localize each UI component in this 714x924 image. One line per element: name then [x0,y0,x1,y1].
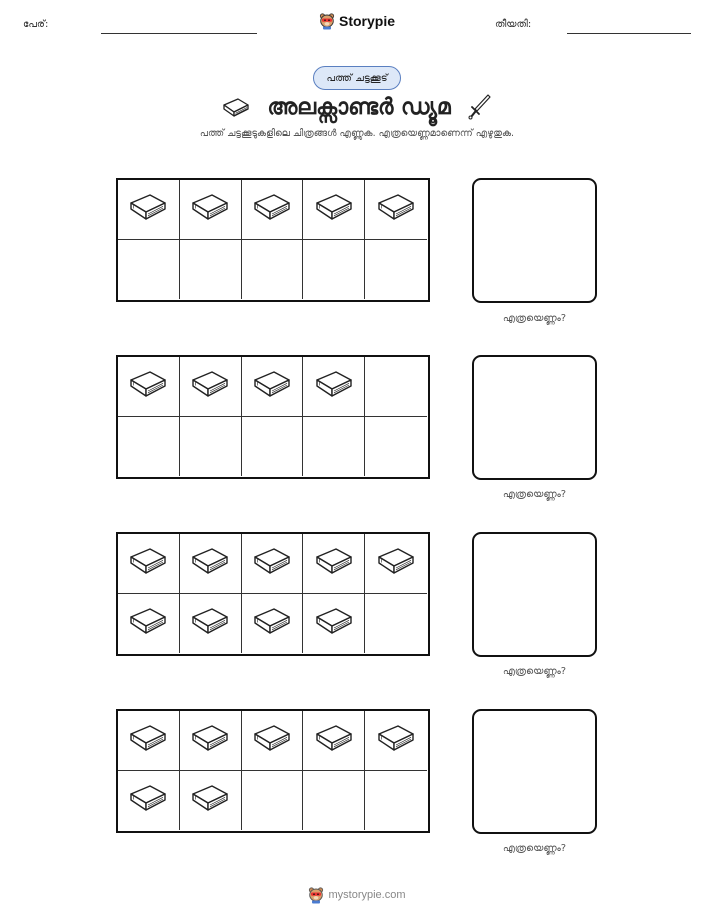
book-icon [252,368,292,404]
frame-cell [118,417,180,477]
frame-cell [242,711,304,771]
ten-frame [116,709,430,833]
book-icon [128,605,168,641]
answer-box[interactable] [472,355,597,480]
frame-cell [118,594,180,654]
frame-cell [303,594,365,654]
frame-cell [365,594,427,654]
book-icon [190,782,230,818]
ten-frame [116,355,430,479]
frame-cell [180,180,242,240]
frame-cell [180,357,242,417]
book-icon [190,722,230,758]
frame-cell [365,357,427,417]
frame-cell [303,240,365,300]
instructions: പത്ത് ചട്ടക്കൂടുകളിലെ ചിത്രങ്ങൾ എണ്ണുക. എത്രയെണ്ണമാണെന്ന് എഴുതുക. [199,128,515,139]
answer-box[interactable] [472,532,597,657]
frame-cell [118,771,180,831]
frame-cell [118,180,180,240]
frame-cell [118,240,180,300]
frame-cell [365,240,427,300]
frame-cell [242,240,304,300]
frame-cell [303,357,365,417]
book-icon [128,545,168,581]
name-field[interactable] [101,33,257,34]
bear-mascot-icon [308,886,324,904]
frame-cell [303,771,365,831]
frame-cell [242,180,304,240]
frame-cell [118,534,180,594]
frame-cell [303,417,365,477]
ten-frame [116,178,430,302]
answer-box[interactable] [472,178,597,303]
answer-prompt: എത്രയെണ്ണം? [502,489,567,500]
book-icon [314,605,354,641]
brand-name: Storypie [338,13,395,29]
answer-prompt: എത്രയെണ്ണം? [502,843,567,854]
page-title: അലക്സാണ്ടർ ഡ്യൂമ [267,94,451,120]
book-icon [252,545,292,581]
frame-cell [365,711,427,771]
frame-cell [118,357,180,417]
book-icon [128,368,168,404]
book-icon [190,368,230,404]
frame-cell [180,534,242,594]
frame-cell [303,180,365,240]
frame-cell [242,534,304,594]
frame-cell [303,711,365,771]
topic-badge: പത്ത് ചട്ടക്കൂട് [313,66,401,90]
book-icon [376,191,416,227]
frame-cell [242,357,304,417]
frame-cell [242,771,304,831]
book-icon [190,545,230,581]
book-icon [314,722,354,758]
frame-cell [180,417,242,477]
frame-cell [365,534,427,594]
ten-frame [116,532,430,656]
footer [0,886,714,904]
frame-cell [180,771,242,831]
date-label: തീയതി: [495,19,532,30]
date-field[interactable] [567,33,691,34]
bear-mascot-icon [319,12,335,30]
book-icon [314,368,354,404]
book-icon [128,722,168,758]
book-icon [128,191,168,227]
answer-box[interactable] [472,709,597,834]
book-icon [221,96,251,118]
frame-cell [242,594,304,654]
frame-cell [118,711,180,771]
name-label: പേര്: [23,19,49,30]
frame-cell [365,180,427,240]
book-icon [376,722,416,758]
book-icon [128,782,168,818]
footer-url: mystorypie.com [328,889,406,901]
answer-prompt: എത്രയെണ്ണം? [502,313,567,324]
book-icon [314,545,354,581]
book-icon [252,191,292,227]
frame-cell [180,711,242,771]
frame-cell [180,240,242,300]
frame-cell [242,417,304,477]
book-icon [190,191,230,227]
frame-cell [365,771,427,831]
title-row [0,90,714,124]
frame-cell [303,534,365,594]
book-icon [252,722,292,758]
answer-prompt: എത്രയെണ്ണം? [502,666,567,677]
brand-logo [0,12,714,30]
book-icon [190,605,230,641]
frame-cell [365,417,427,477]
frame-cell [180,594,242,654]
sword-icon [467,92,493,122]
book-icon [314,191,354,227]
book-icon [376,545,416,581]
book-icon [252,605,292,641]
